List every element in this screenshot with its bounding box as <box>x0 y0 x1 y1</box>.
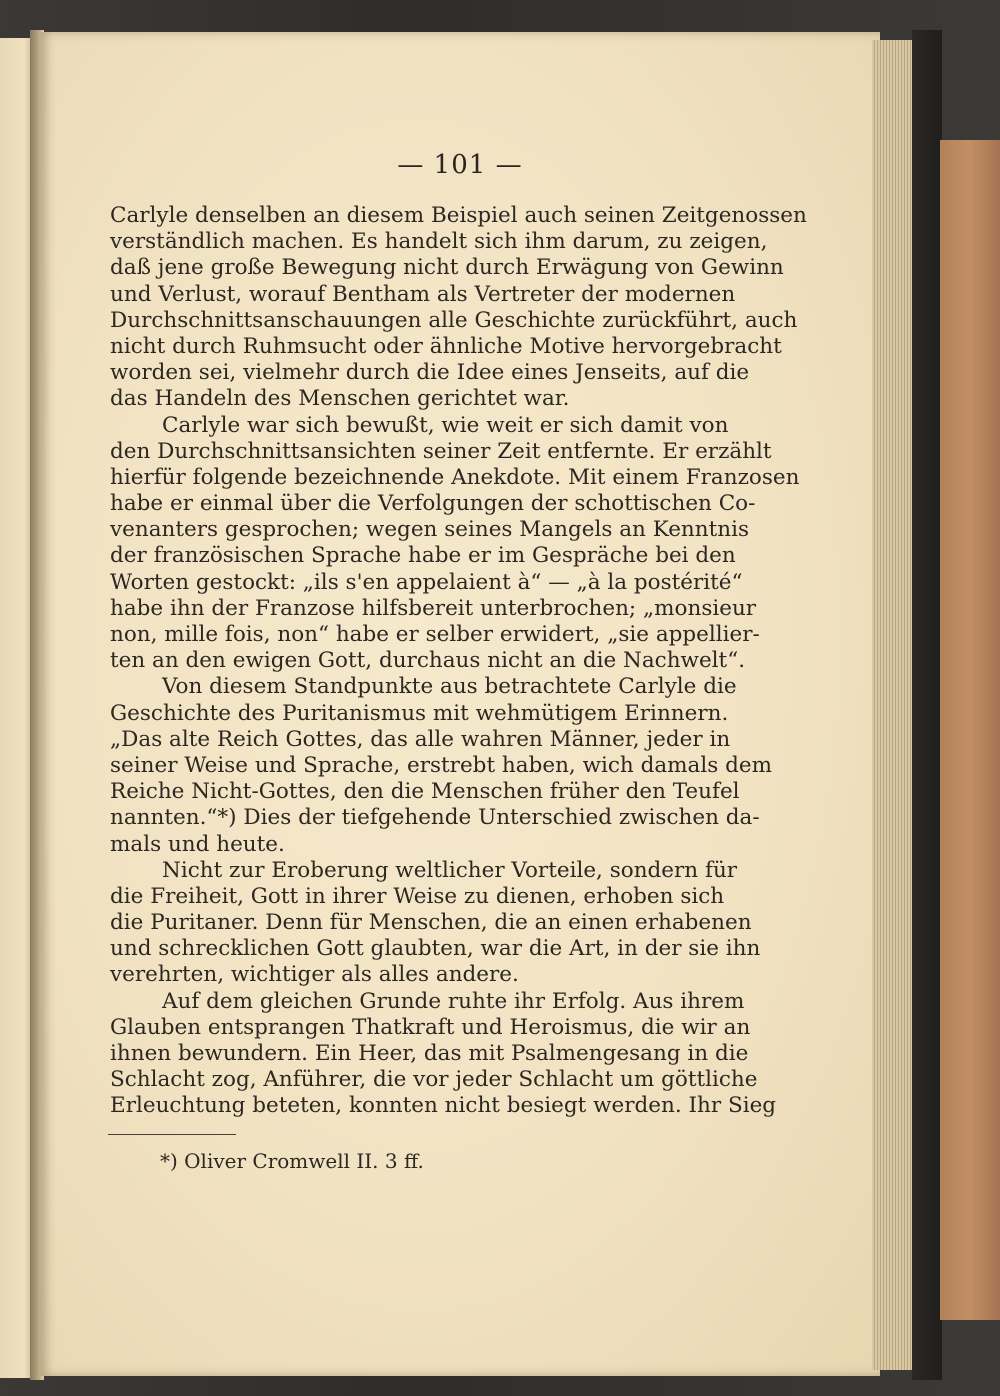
text-line: der französischen Sprache habe er im Gespräche bei den <box>110 543 736 569</box>
cover-edge <box>912 30 942 1380</box>
text-line: und Verlust, worauf Bentham als Vertreter der modernen <box>110 281 736 307</box>
text-line: die Puritaner. Denn für Menschen, die an einen erhabenen <box>110 910 752 936</box>
text-line: venanters gesprochen; wegen seines Mangels an Kenntnis <box>110 517 750 543</box>
text-line: habe ihn der Franzose hilfsbereit unterbrochen; „monsieur <box>110 595 757 621</box>
text-line: Erleuchtung beteten, konnten nicht besiegt werden. Ihr Sieg <box>110 1093 777 1119</box>
text-line: verständlich machen. Es handelt sich ihm darum, zu zeigen, <box>110 229 768 255</box>
page-number-header: — 101 — <box>397 150 523 180</box>
text-line: den Durchschnittsansichten seiner Zeit entfernte. Er erzählt <box>110 438 772 464</box>
text-line: ten an den ewigen Gott, durchaus nicht an die Nachwelt“. <box>110 648 746 674</box>
text-line: Reiche Nicht-Gottes, den die Menschen früher den Teufel <box>110 779 740 805</box>
footnote: *) Oliver Cromwell II. 3 ff. <box>160 1149 424 1173</box>
text-line: nannten.“*) Dies der tiefgehende Unterschied zwischen da- <box>110 805 760 831</box>
text-line: mals und heute. <box>110 831 285 857</box>
text-line: hierfür folgende bezeichnende Anekdote. Mit einem Franzosen <box>110 464 800 490</box>
text-line: verehrten, wichtiger als alles andere. <box>110 962 519 988</box>
left-page-edge <box>0 38 34 1378</box>
text-line: non, mille fois, non“ habe er selber erwidert, „sie appellier- <box>110 622 760 647</box>
text-line: Geschichte des Puritanismus mit wehmütigem Erinnern. <box>110 700 729 726</box>
text-line: die Freiheit, Gott in ihrer Weise zu dienen, erhoben sich <box>110 883 725 909</box>
text-line: daß jene große Bewegung nicht durch Erwägung von Gewinn <box>110 255 784 281</box>
page-edges <box>872 40 912 1370</box>
cover-binding <box>940 140 1000 1320</box>
text-line: das Handeln des Menschen gerichtet war. <box>110 386 570 412</box>
text-line: worden sei, vielmehr durch die Idee eines Jenseits, auf die <box>110 360 750 386</box>
text-line: Durchschnittsanschauungen alle Geschichte zurückführt, auch <box>110 307 798 333</box>
text-line: „Das alte Reich Gottes, das alle wahren Männer, jeder in <box>110 726 731 752</box>
text-line: Schlacht zog, Anführer, die vor jeder Schlacht um göttliche <box>110 1067 758 1093</box>
text-line: Worten gestockt: „ils s'en appelaient à“ — „à la postérité“ <box>110 569 743 595</box>
text-line: Von diesem Standpunkte aus betrachtete Carlyle die <box>162 674 737 700</box>
text-line: seiner Weise und Sprache, erstrebt haben, wich damals dem <box>110 752 772 778</box>
text-line: Carlyle war sich bewußt, wie weit er sich damit von <box>162 412 729 438</box>
footnote-divider <box>108 1134 236 1135</box>
text-line: Glauben entsprangen Thatkraft und Heroismus, die wir an <box>110 1014 751 1040</box>
text-line: Nicht zur Eroberung weltlicher Vorteile, sondern für <box>162 857 738 883</box>
body-text <box>110 203 807 1120</box>
text-line: ihnen bewundern. Ein Heer, das mit Psalmengesang in die <box>110 1041 749 1066</box>
text-line: Auf dem gleichen Grunde ruhte ihr Erfolg. Aus ihrem <box>162 988 745 1014</box>
text-line: nicht durch Ruhmsucht oder ähnliche Motive hervorgebracht <box>110 333 782 359</box>
text-line: und schrecklichen Gott glaubten, war die Art, in der sie ihn <box>110 936 761 962</box>
text-line: habe er einmal über die Verfolgungen der schottischen Co- <box>110 491 756 517</box>
text-line: Carlyle denselben an diesem Beispiel auch seinen Zeitgenossen <box>110 203 807 228</box>
